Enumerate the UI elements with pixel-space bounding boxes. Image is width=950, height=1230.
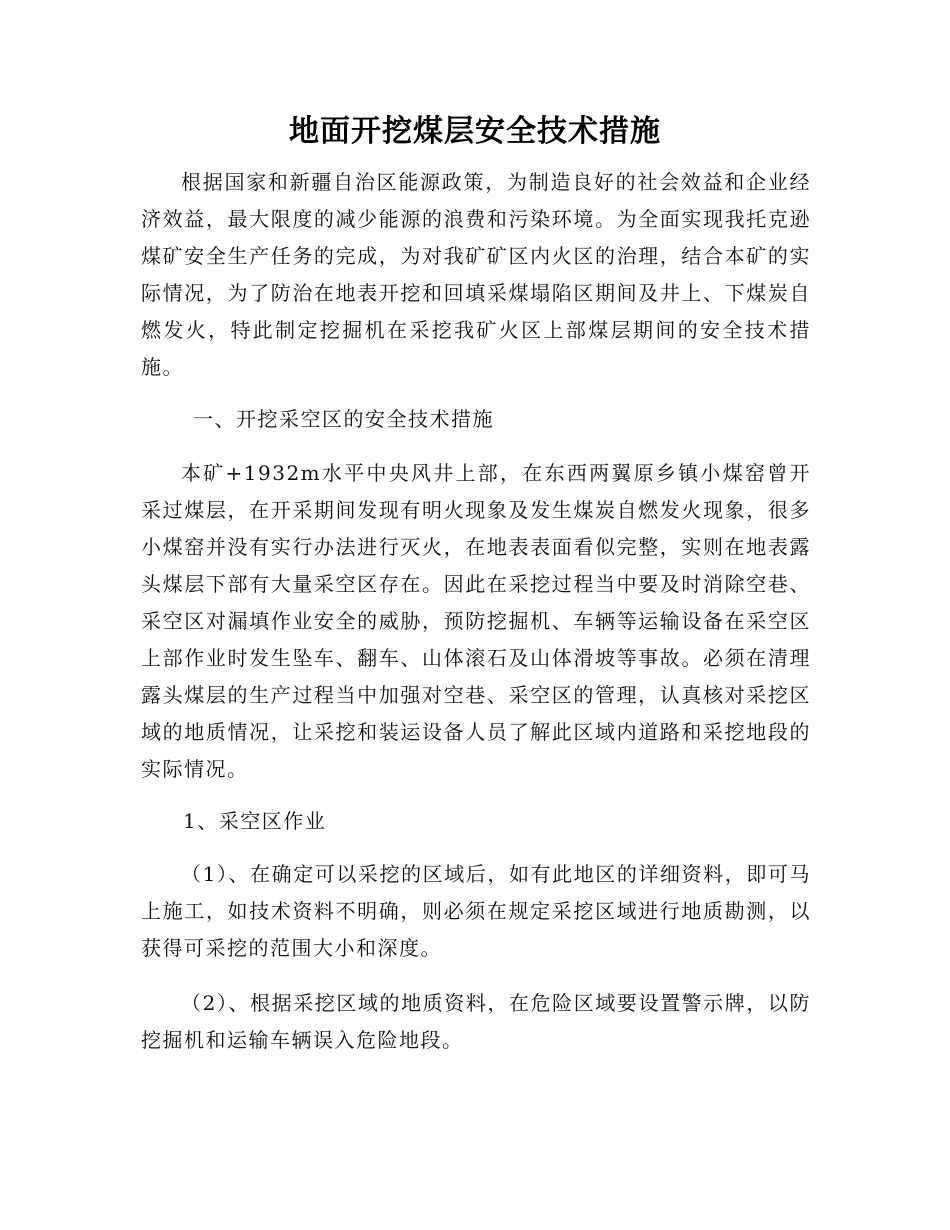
section-heading: 一、开挖采空区的安全技术措施	[193, 407, 494, 431]
intro-paragraph: 根据国家和新疆自治区能源政策，为制造良好的社会效益和企业经济效益，最大限度的减少能源的浪费和污染环境。为全面实现我托克逊煤矿安全生产任务的完成，为对我矿矿区内火区的治理，结合本矿的实际情况，为了防治在地表开挖和回填采煤塌陷区期间及井上、下煤炭自燃发火，特此制定挖掘机在采挖我矿火区上部煤层期间的安全技术措施。	[141, 170, 811, 379]
document-title: 地面开挖煤层安全技术措施	[289, 114, 661, 149]
list-item: （1）、在确定可以采挖的区域后，如有此地区的详细资料，即可马上施工，如技术资料不明确，则必须在规定采挖区域进行地质勘测，以获得可采挖的范围大小和深度。	[141, 862, 811, 960]
subsection-heading: 1、采空区作业	[183, 809, 327, 833]
list-item: （2）、根据采挖区域的地质资料，在危险区域要设置警示牌，以防挖掘机和运输车辆误入危险地段。	[141, 991, 811, 1052]
section-body-paragraph: 本矿+1932m水平中央风井上部，在东西两翼原乡镇小煤窑曾开采过煤层，在开采期间发现有明火现象及发生煤炭自燃发火现象，很多小煤窑并没有实行办法进行灭火，在地表表面看似完整，实则在地表露头煤层下部有大量采空区存在。因此在采挖过程当中要及时消除空巷、采空区对漏填作业安全的威胁，预防挖掘机、车辆等运输设备在采空区上部作业时发生坠车、翻车、山体滚石及山体滑坡等事故。必须在清理露头煤层的生产过程当中加强对空巷、采空区的管理，认真核对采挖区域的地质情况，让采挖和装运设备人员了解此区域内道路和采挖地段的实际情况。	[141, 461, 811, 781]
